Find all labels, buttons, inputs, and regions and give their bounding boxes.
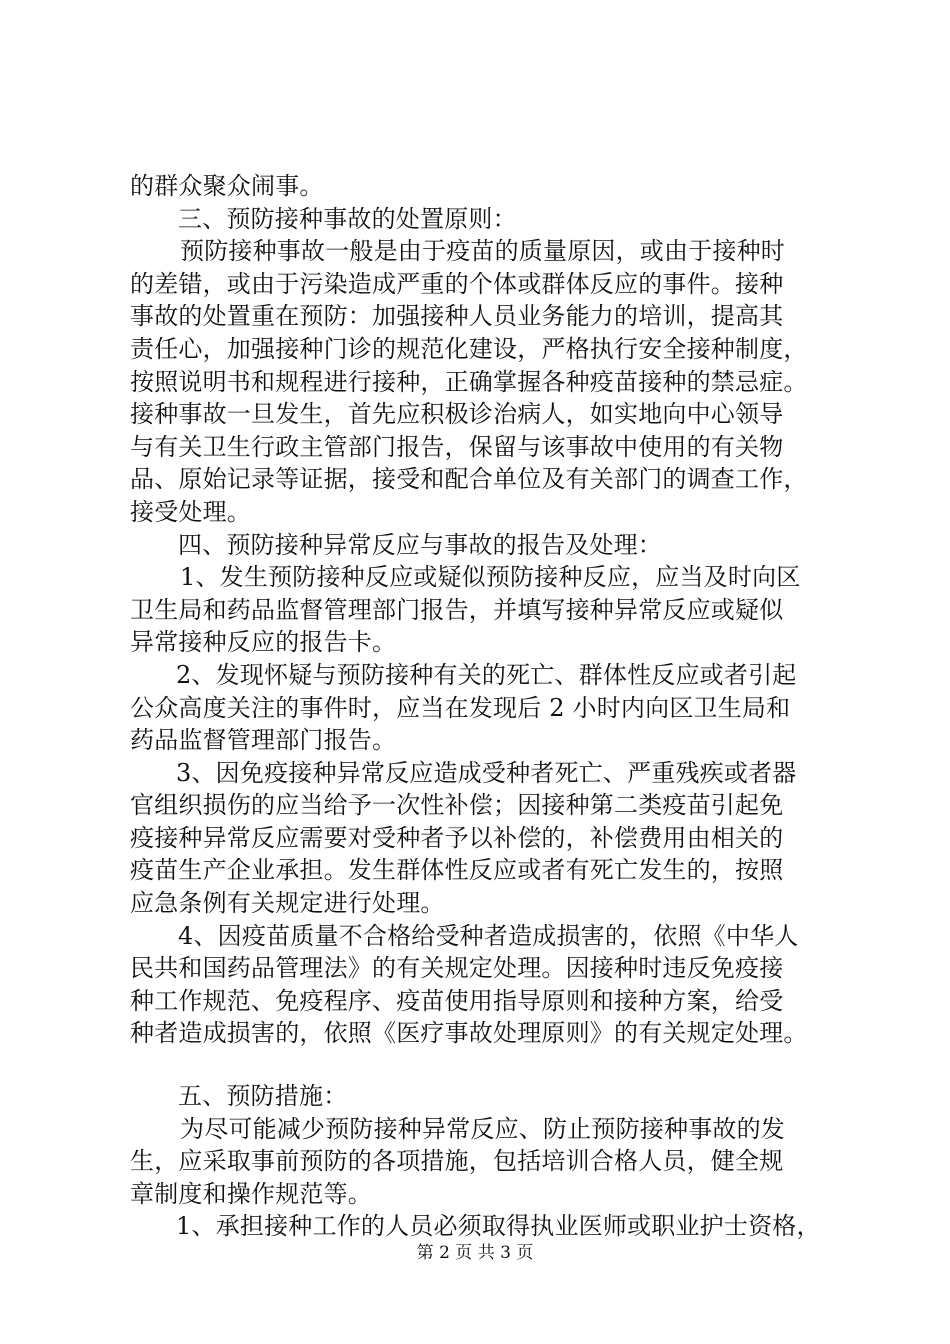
section-heading: 四、预防接种异常反应与事故的报告及处理： bbox=[178, 530, 662, 559]
text-line: 的差错，或由于污染造成严重的个体或群体反应的事件。接种 bbox=[130, 269, 784, 298]
page-number-footer: 第 2 页 共 3 页 bbox=[416, 1243, 534, 1263]
text-line: 药品监督管理部门报告。 bbox=[130, 726, 397, 755]
text-line: 官组织损伤的应当给予一次性补偿；因接种第二类疫苗引起免 bbox=[130, 791, 784, 820]
text-line: 疫接种异常反应需要对受种者予以补偿的，补偿费用由相关的 bbox=[130, 823, 784, 852]
text-line: 1、发生预防接种反应或疑似预防接种反应，应当及时向区 bbox=[180, 563, 801, 592]
text-line: 接种事故一旦发生，首先应积极诊治病人，如实地向中心领导 bbox=[130, 400, 784, 429]
text-line: 预防接种事故一般是由于疫苗的质量原因，或由于接种时 bbox=[180, 237, 785, 266]
text-line: 异常接种反应的报告卡。 bbox=[130, 628, 397, 657]
text-line: 按照说明书和规程进行接种，正确掌握各种疫苗接种的禁忌症。 bbox=[130, 367, 808, 396]
text-line: 种工作规范、免疫程序、疫苗使用指导原则和接种方案，给受 bbox=[130, 986, 784, 1015]
text-line: 2、发现怀疑与预防接种有关的死亡、群体性反应或者引起 bbox=[176, 660, 797, 689]
text-line: 接受处理。 bbox=[130, 497, 251, 526]
text-line: 公众高度关注的事件时，应当在发现后 2 小时内向区卫生局和 bbox=[130, 693, 791, 722]
text-line: 生，应采取事前预防的各项措施，包括培训合格人员，健全规 bbox=[130, 1147, 784, 1176]
section-heading: 三、预防接种事故的处置原则： bbox=[178, 204, 517, 233]
text-line: 章制度和操作规范等。 bbox=[130, 1179, 372, 1208]
text-line: 为尽可能减少预防接种异常反应、防止预防接种事故的发 bbox=[180, 1114, 785, 1143]
text-line: 的群众聚众闹事。 bbox=[130, 172, 324, 200]
section-heading: 五、预防措施： bbox=[178, 1082, 348, 1111]
text-line: 事故的处置重在预防：加强接种人员业务能力的培训，提高其 bbox=[130, 302, 784, 331]
text-line: 疫苗生产企业承担。发生群体性反应或者有死亡发生的，按照 bbox=[130, 856, 784, 885]
text-line: 卫生局和药品监督管理部门报告，并填写接种异常反应或疑似 bbox=[130, 595, 784, 624]
text-line: 1、承担接种工作的人员必须取得执业医师或职业护士资格， bbox=[176, 1212, 821, 1241]
text-line: 3、因免疫接种异常反应造成受种者死亡、严重残疾或者器 bbox=[176, 758, 797, 787]
document-body bbox=[130, 170, 845, 1243]
text-line: 种者造成损害的，依照《医疗事故处理原则》的有关规定处理。 bbox=[130, 1019, 808, 1048]
text-line: 4、因疫苗质量不合格给受种者造成损害的，依照《中华人 bbox=[178, 921, 799, 950]
text-line: 品、原始记录等证据，接受和配合单位及有关部门的调查工作， bbox=[130, 465, 808, 494]
text-line: 应急条例有关规定进行处理。 bbox=[130, 889, 445, 918]
text-line: 责任心，加强接种门诊的规范化建设，严格执行安全接种制度， bbox=[130, 334, 808, 363]
text-line: 与有关卫生行政主管部门报告，保留与该事故中使用的有关物 bbox=[130, 432, 784, 461]
paragraph-gap bbox=[130, 1050, 845, 1080]
text-line: 民共和国药品管理法》的有关规定处理。因接种时违反免疫接 bbox=[130, 954, 784, 983]
